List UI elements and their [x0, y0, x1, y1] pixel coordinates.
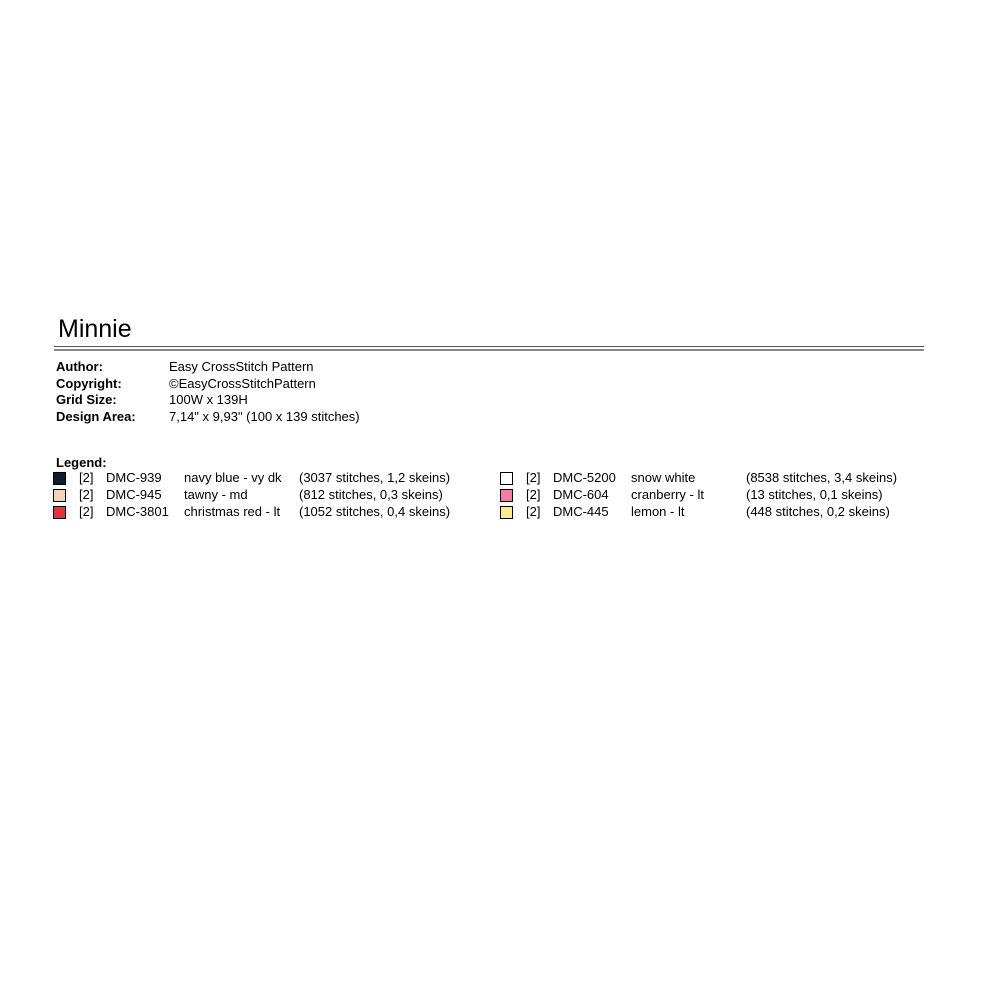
- color-name: snow white: [631, 470, 696, 485]
- detail-label: Author:: [56, 359, 103, 374]
- stitch-count: (8538 stitches, 3,4 skeins): [746, 470, 898, 485]
- floss-code: DMC-3801: [106, 503, 169, 519]
- color-name: christmas red - lt: [184, 503, 281, 519]
- title-divider: [54, 346, 924, 351]
- floss-code: DMC-5200: [553, 470, 616, 485]
- strand-count: [2]: [526, 470, 541, 485]
- color-swatch: [53, 472, 66, 485]
- color-name: tawny - md: [184, 486, 248, 502]
- color-swatch: [500, 506, 513, 519]
- detail-value: 7,14" x 9,93" (100 x 139 stitches): [169, 408, 360, 424]
- detail-label: Design Area:: [56, 408, 136, 424]
- floss-code: DMC-945: [106, 486, 162, 502]
- detail-value: Easy CrossStitch Pattern: [169, 359, 314, 374]
- floss-code: DMC-604: [553, 486, 609, 502]
- color-name: cranberry - lt: [631, 486, 704, 502]
- legend-title: Legend:: [56, 455, 107, 470]
- detail-label: Copyright:: [56, 375, 122, 391]
- stitch-count: (812 stitches, 0,3 skeins): [299, 486, 443, 502]
- color-swatch: [500, 472, 513, 485]
- detail-value: ©EasyCrossStitchPattern: [169, 375, 316, 391]
- stitch-count: (13 stitches, 0,1 skeins): [746, 486, 883, 502]
- strand-count: [2]: [79, 486, 94, 502]
- stitch-count: (3037 stitches, 1,2 skeins): [299, 470, 451, 485]
- strand-count: [2]: [526, 503, 541, 519]
- strand-count: [2]: [79, 470, 94, 485]
- color-swatch: [53, 489, 66, 502]
- color-name: navy blue - vy dk: [184, 470, 282, 485]
- detail-value: 100W x 139H: [169, 392, 248, 407]
- color-swatch: [53, 506, 66, 519]
- floss-code: DMC-445: [553, 503, 609, 519]
- detail-label: Grid Size:: [56, 392, 117, 407]
- floss-code: DMC-939: [106, 470, 162, 485]
- page-title: Minnie: [58, 315, 132, 343]
- stitch-count: (1052 stitches, 0,4 skeins): [299, 503, 451, 519]
- stitch-count: (448 stitches, 0,2 skeins): [746, 503, 890, 519]
- strand-count: [2]: [79, 503, 94, 519]
- strand-count: [2]: [526, 486, 541, 502]
- color-swatch: [500, 489, 513, 502]
- color-name: lemon - lt: [631, 503, 685, 519]
